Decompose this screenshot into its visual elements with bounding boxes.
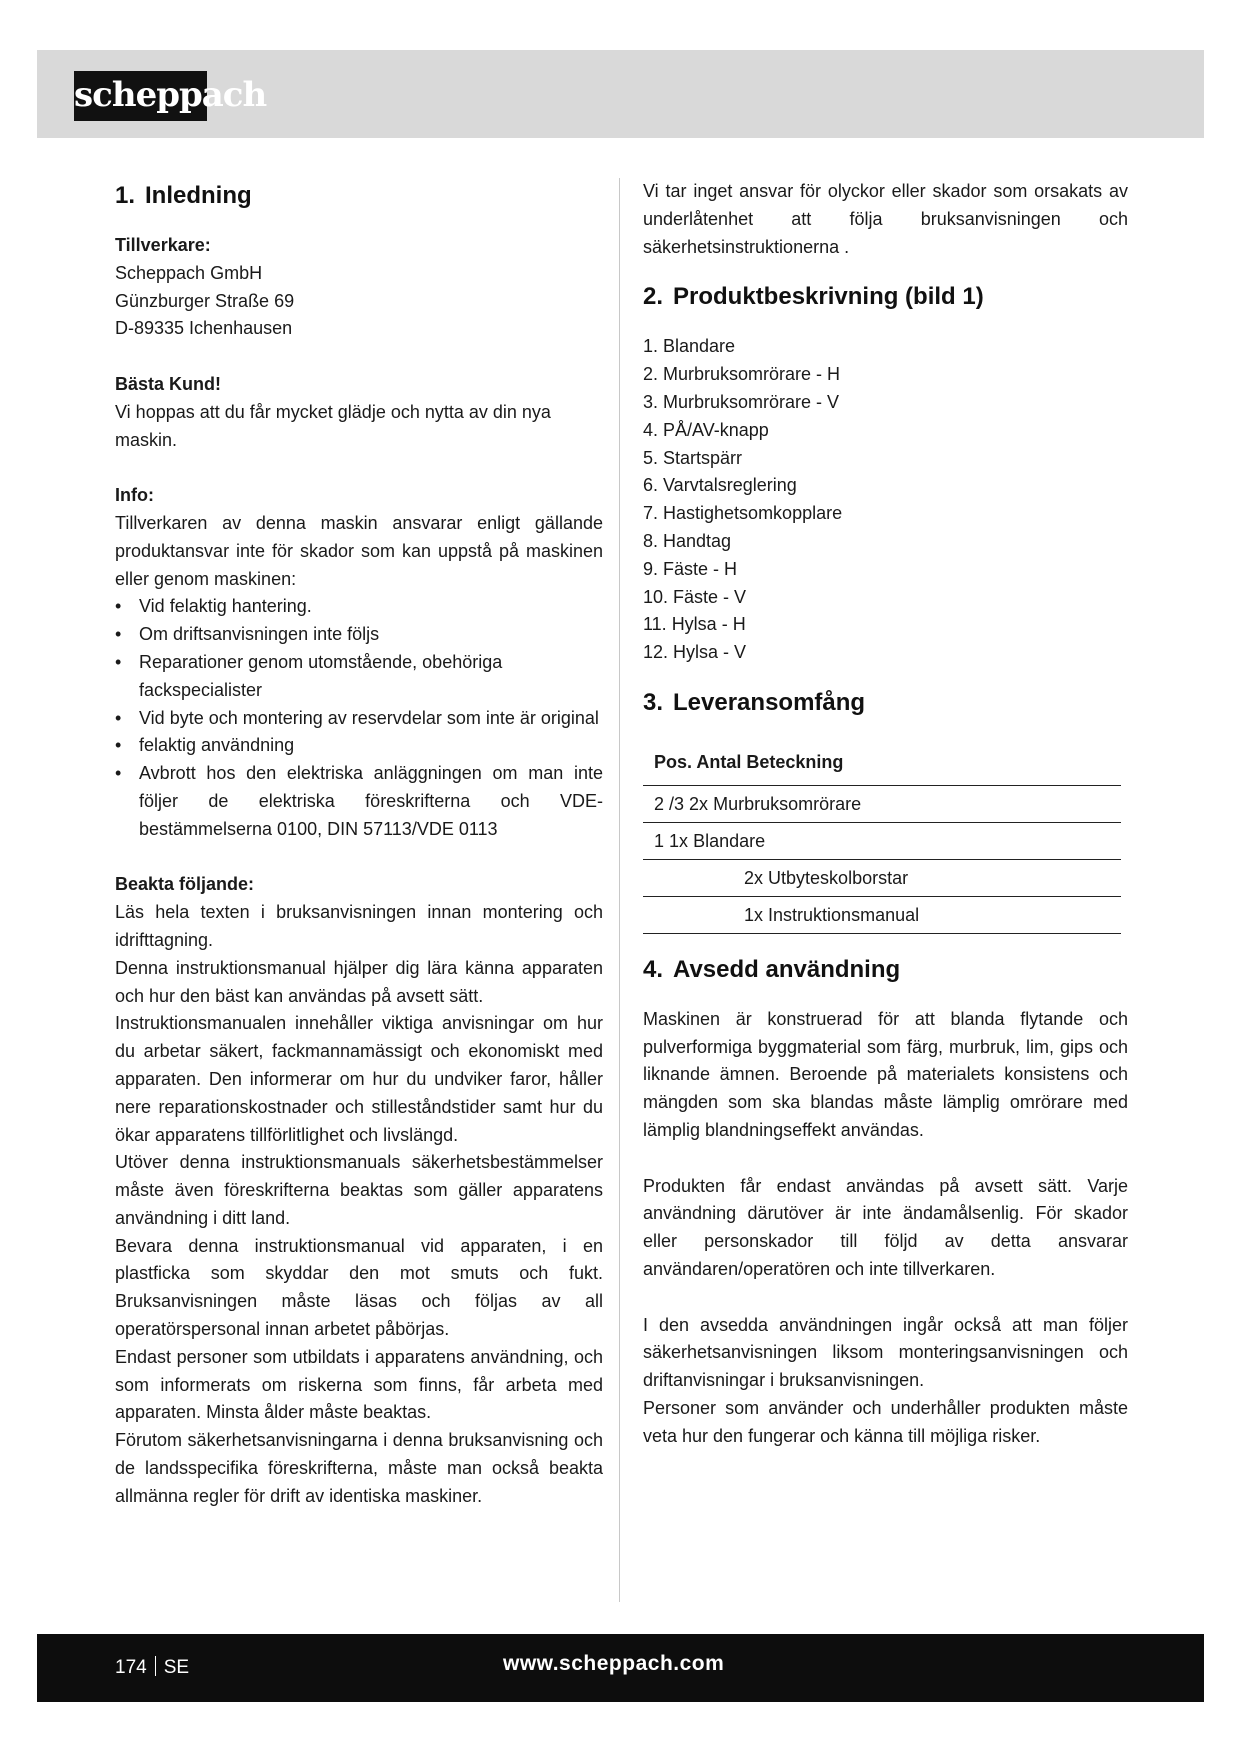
manufacturer-name: Scheppach GmbH bbox=[115, 262, 263, 283]
list-item: 1. Blandare bbox=[643, 336, 736, 357]
page-number: 174 bbox=[115, 1657, 147, 1678]
parts-list bbox=[643, 333, 1128, 667]
use-paragraph: Personer som använder och underhåller produkten måste veta hur den fungerar och känna till möjliga risker. bbox=[643, 1397, 1128, 1446]
delivery-pos: 1 bbox=[654, 830, 665, 851]
note-paragraph: Utöver denna instruktionsmanuals säkerhetsbestämmelser måste även föreskrifterna beaktas som gäller apparatens användning i ditt land. bbox=[115, 1152, 603, 1228]
table-row bbox=[643, 860, 1121, 897]
delivery-name: Murbruksomrörare bbox=[713, 793, 862, 814]
list-item: 8. Handtag bbox=[643, 530, 732, 551]
note-paragraph: Endast personer som utbildats i apparatens användning, och som informerats om riskerna som finns, får arbeta med apparaten. Minsta ålder måste beaktas. bbox=[115, 1346, 603, 1423]
info-text: Tillverkaren av denna maskin ansvarar enligt gällande produktansvar inte för skador som kan uppstå på maskinen eller genom maskinen: bbox=[115, 512, 603, 589]
delivery-qty: 1x bbox=[669, 830, 689, 851]
list-item: 12. Hylsa - V bbox=[643, 642, 747, 663]
delivery-table-header: Pos. Antal Beteckning bbox=[643, 743, 1121, 786]
section-2-heading: 2. Produktbeskrivning (bild 1) bbox=[643, 283, 984, 311]
list-item: • Reparationer genom utomstående, obehöriga fackspecialister bbox=[115, 649, 603, 705]
use-paragraph: Maskinen är konstruerad för att blanda flytande och pulverformiga byggmaterial som färg, murbruk, lim, gips och liknande ämnen. Beroende på materialets konsistens och mängden som ska blandas måste lämplig omrörare med lämplig blandningseffekt användas. bbox=[643, 1008, 1128, 1140]
table-row bbox=[643, 786, 1121, 823]
website-link[interactable]: www.scheppach.com bbox=[503, 1652, 725, 1675]
note-paragraph: Bevara denna instruktionsmanual vid apparaten, i en plastficka som skyddar den mot smuts och fukt. Bruksanvisningen måste läsas och följas av all operatörspersonal innan arbetet påbörjas. bbox=[115, 1235, 603, 1340]
list-item: 9. Fäste - H bbox=[643, 558, 738, 579]
table-row bbox=[643, 823, 1121, 860]
header-band bbox=[37, 50, 1204, 138]
use-paragraph: I den avsedda användningen ingår också att man följer säkerhetsanvisningen liksom monteringsanvisningen och driftanvisningar i bruksanvisningen. bbox=[643, 1314, 1128, 1391]
delivery-qty: 1x bbox=[744, 904, 764, 925]
manufacturer-street: Günzburger Straße 69 bbox=[115, 290, 295, 311]
delivery-name: Utbyteskolborstar bbox=[768, 867, 909, 888]
list-item: 5. Startspärr bbox=[643, 447, 743, 468]
scheppach-logo: scheppach bbox=[74, 71, 207, 121]
note-label: Beakta följande: bbox=[115, 874, 255, 895]
right-column bbox=[643, 178, 1128, 1451]
section-4-heading: 4. Avsedd användning bbox=[643, 955, 901, 983]
delivery-name: Instruktionsmanual bbox=[768, 904, 920, 925]
page-indicator bbox=[115, 1656, 189, 1679]
section-3-heading: 3. Leveransomfång bbox=[643, 688, 866, 716]
delivery-pos: 2 /3 bbox=[654, 793, 685, 814]
customer-text: Vi hoppas att du får mycket glädje och nytta av din nya maskin. bbox=[115, 401, 551, 450]
list-item: 6. Varvtalsreglering bbox=[643, 475, 797, 496]
list-item: 10. Fäste - V bbox=[643, 586, 747, 607]
delivery-qty: 2x bbox=[744, 867, 764, 888]
footer-band bbox=[37, 1634, 1204, 1702]
list-item: • Om driftsanvisningen inte följs bbox=[115, 621, 603, 649]
list-item: • Vid byte och montering av reservdelar som inte är original bbox=[115, 705, 603, 733]
note-paragraph: Förutom säkerhetsanvisningarna i denna bruksanvisning och de landsspecifika föreskrifterna, måste man också beakta allmänna regler för drift av identiska maskiner. bbox=[115, 1430, 603, 1506]
list-item: • Vid felaktig hantering. bbox=[115, 593, 603, 621]
language-code: SE bbox=[163, 1657, 190, 1678]
liability-text: Vi tar inget ansvar för olyckor eller skador som orsakats av underlåtenhet att följa bruksanvisningen och säkerhetsinstruktionerna . bbox=[643, 181, 1128, 257]
customer-label: Bästa Kund! bbox=[115, 373, 222, 394]
list-item: • felaktig användning bbox=[115, 732, 603, 760]
info-label: Info: bbox=[115, 485, 154, 506]
delivery-qty: 2x bbox=[689, 793, 709, 814]
table-row bbox=[643, 897, 1121, 934]
column-divider bbox=[619, 178, 620, 1602]
list-item: 11. Hylsa - H bbox=[643, 614, 746, 635]
delivery-name: Blandare bbox=[693, 830, 766, 851]
delivery-table bbox=[643, 743, 1121, 934]
left-column bbox=[115, 178, 603, 1511]
list-item: 2. Murbruksomrörare - H bbox=[643, 364, 841, 385]
use-paragraph: Produkten får endast användas på avsett sätt. Varje användning därutöver är inte ändamålsenlig. För skador eller personskador till följd av detta ansvarar användaren/operatören och inte tillverkaren. bbox=[643, 1175, 1128, 1279]
list-item: 3. Murbruksomrörare - V bbox=[643, 391, 840, 412]
liability-list bbox=[115, 593, 603, 843]
note-paragraph: Läs hela texten i bruksanvisningen innan montering och idrifttagning. bbox=[115, 902, 603, 950]
note-paragraph: Denna instruktionsmanual hjälper dig lära känna apparaten och hur den bäst kan användas på avsett sätt. bbox=[115, 957, 603, 1006]
section-1-heading: 1. Inledning bbox=[115, 182, 252, 209]
list-item: 4. PÅ/AV-knapp bbox=[643, 419, 769, 440]
list-item: • Avbrott hos den elektriska anläggningen om man inte följer de elektriska föreskrifterna och VDE-bestämmelserna 0100, DIN 57113/VDE 0113 bbox=[115, 760, 603, 843]
manufacturer-label: Tillverkare: bbox=[115, 235, 211, 255]
list-item: 7. Hastighetsomkopplare bbox=[643, 503, 843, 524]
note-paragraph: Instruktionsmanualen innehåller viktiga anvisningar om hur du arbetar säkert, fackmannamässigt och ekonomiskt med apparaten. Den informerar om hur du undviker faror, håller nere reparationskostnader och stilleståndstider samt hur du ökar apparatens tillförlitlighet och livslängd. bbox=[115, 1013, 603, 1145]
manufacturer-city: D-89335 Ichenhausen bbox=[115, 318, 293, 339]
